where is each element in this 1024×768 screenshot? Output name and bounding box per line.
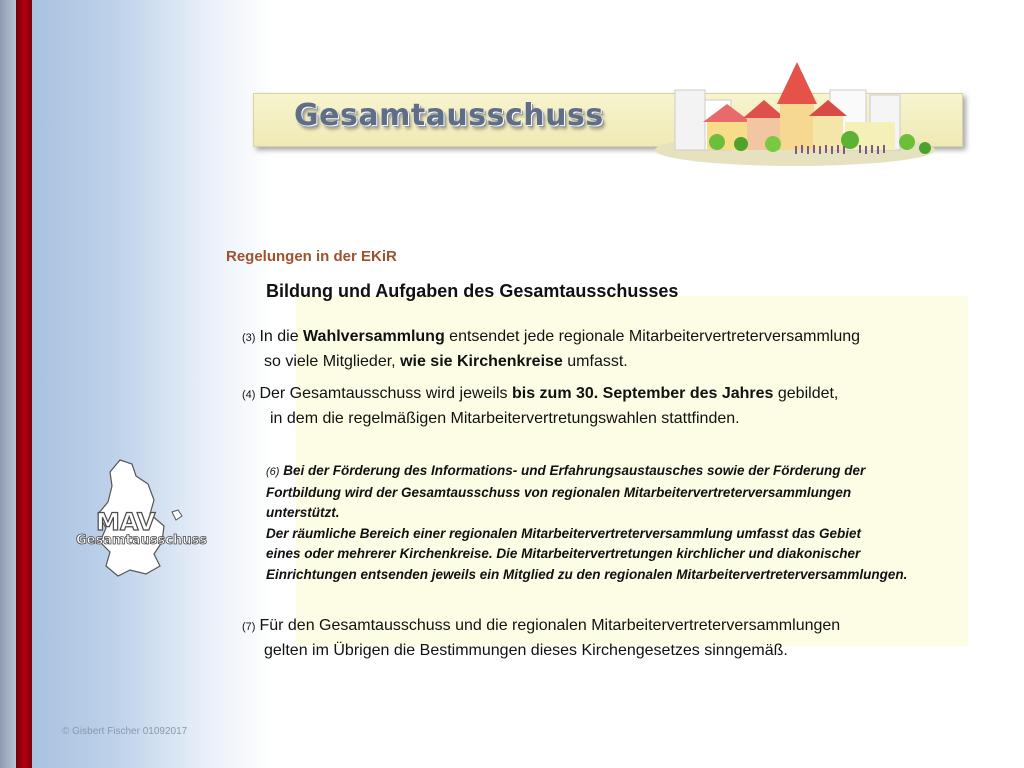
- left-blue-gradient: [32, 0, 272, 768]
- left-gray-strip: [0, 0, 16, 768]
- text: Fortbildung wird der Gesamtausschuss von regionalen Mitarbeitervertreterversammlungen: [266, 484, 852, 500]
- copyright: © Gisbert Fischer 01092017: [62, 726, 188, 737]
- text: In die: [259, 328, 304, 345]
- paragraph-number: (6): [266, 466, 280, 478]
- paragraph-3: [242, 325, 860, 373]
- text: gebildet,: [773, 385, 839, 402]
- paragraph-number: (4): [242, 389, 256, 401]
- mav-logo: [70, 456, 220, 586]
- paragraph-number: (7): [242, 621, 256, 633]
- subtitle: Regelungen in der EKiR: [226, 248, 397, 265]
- paragraph-7: [242, 614, 840, 662]
- logo-line2: Gesamtausschuss: [76, 533, 207, 548]
- text: Einrichtungen entsenden jeweils ein Mitglied zu den regionalen Mitarbeitervertreterversammlungen.: [266, 566, 908, 582]
- page-heading: Bildung und Aufgaben des Gesamtausschusses: [266, 281, 679, 301]
- text: so viele Mitglieder,: [264, 353, 401, 370]
- paragraph-number: (3): [242, 332, 256, 344]
- logo-line1: MAV: [96, 508, 156, 536]
- paragraph-4: [242, 382, 838, 430]
- paragraph-6: [266, 461, 986, 585]
- text: entsendet jede regionale Mitarbeitervertreterversammlung: [444, 328, 861, 345]
- text: Bei der Förderung des Informations- und Erfahrungsaustausches sowie der Förderung der: [283, 463, 866, 478]
- text: eines oder mehrerer Kirchenkreise. Die Mitarbeitervertretungen kirchlicher und diakonischer: [266, 546, 861, 561]
- text: Für den Gesamtausschuss und die regionalen Mitarbeitervertreterversammlungen: [259, 617, 841, 634]
- bold-text: wie sie Kirchenkreise: [400, 353, 563, 370]
- text: Der räumliche Bereich einer regionalen Mitarbeitervertreterversammlung umfasst das Gebiet: [266, 525, 861, 541]
- banner-title: Gesamtausschuss: [294, 98, 604, 133]
- left-red-strip: [16, 0, 32, 768]
- text: umfasst.: [562, 353, 628, 370]
- text: Der Gesamtausschuss wird jeweils: [259, 385, 512, 402]
- text: gelten im Übrigen die Bestimmungen dieses Kirchengesetzes sinngemäß.: [264, 642, 788, 659]
- bold-text: bis zum 30. September des Jahres: [511, 385, 774, 402]
- town-illustration: [645, 60, 945, 170]
- bold-text: Wahlversammlung: [303, 328, 445, 345]
- text: unterstützt.: [266, 505, 340, 520]
- text: in dem die regelmäßigen Mitarbeitervertretungswahlen stattfinden.: [270, 410, 740, 427]
